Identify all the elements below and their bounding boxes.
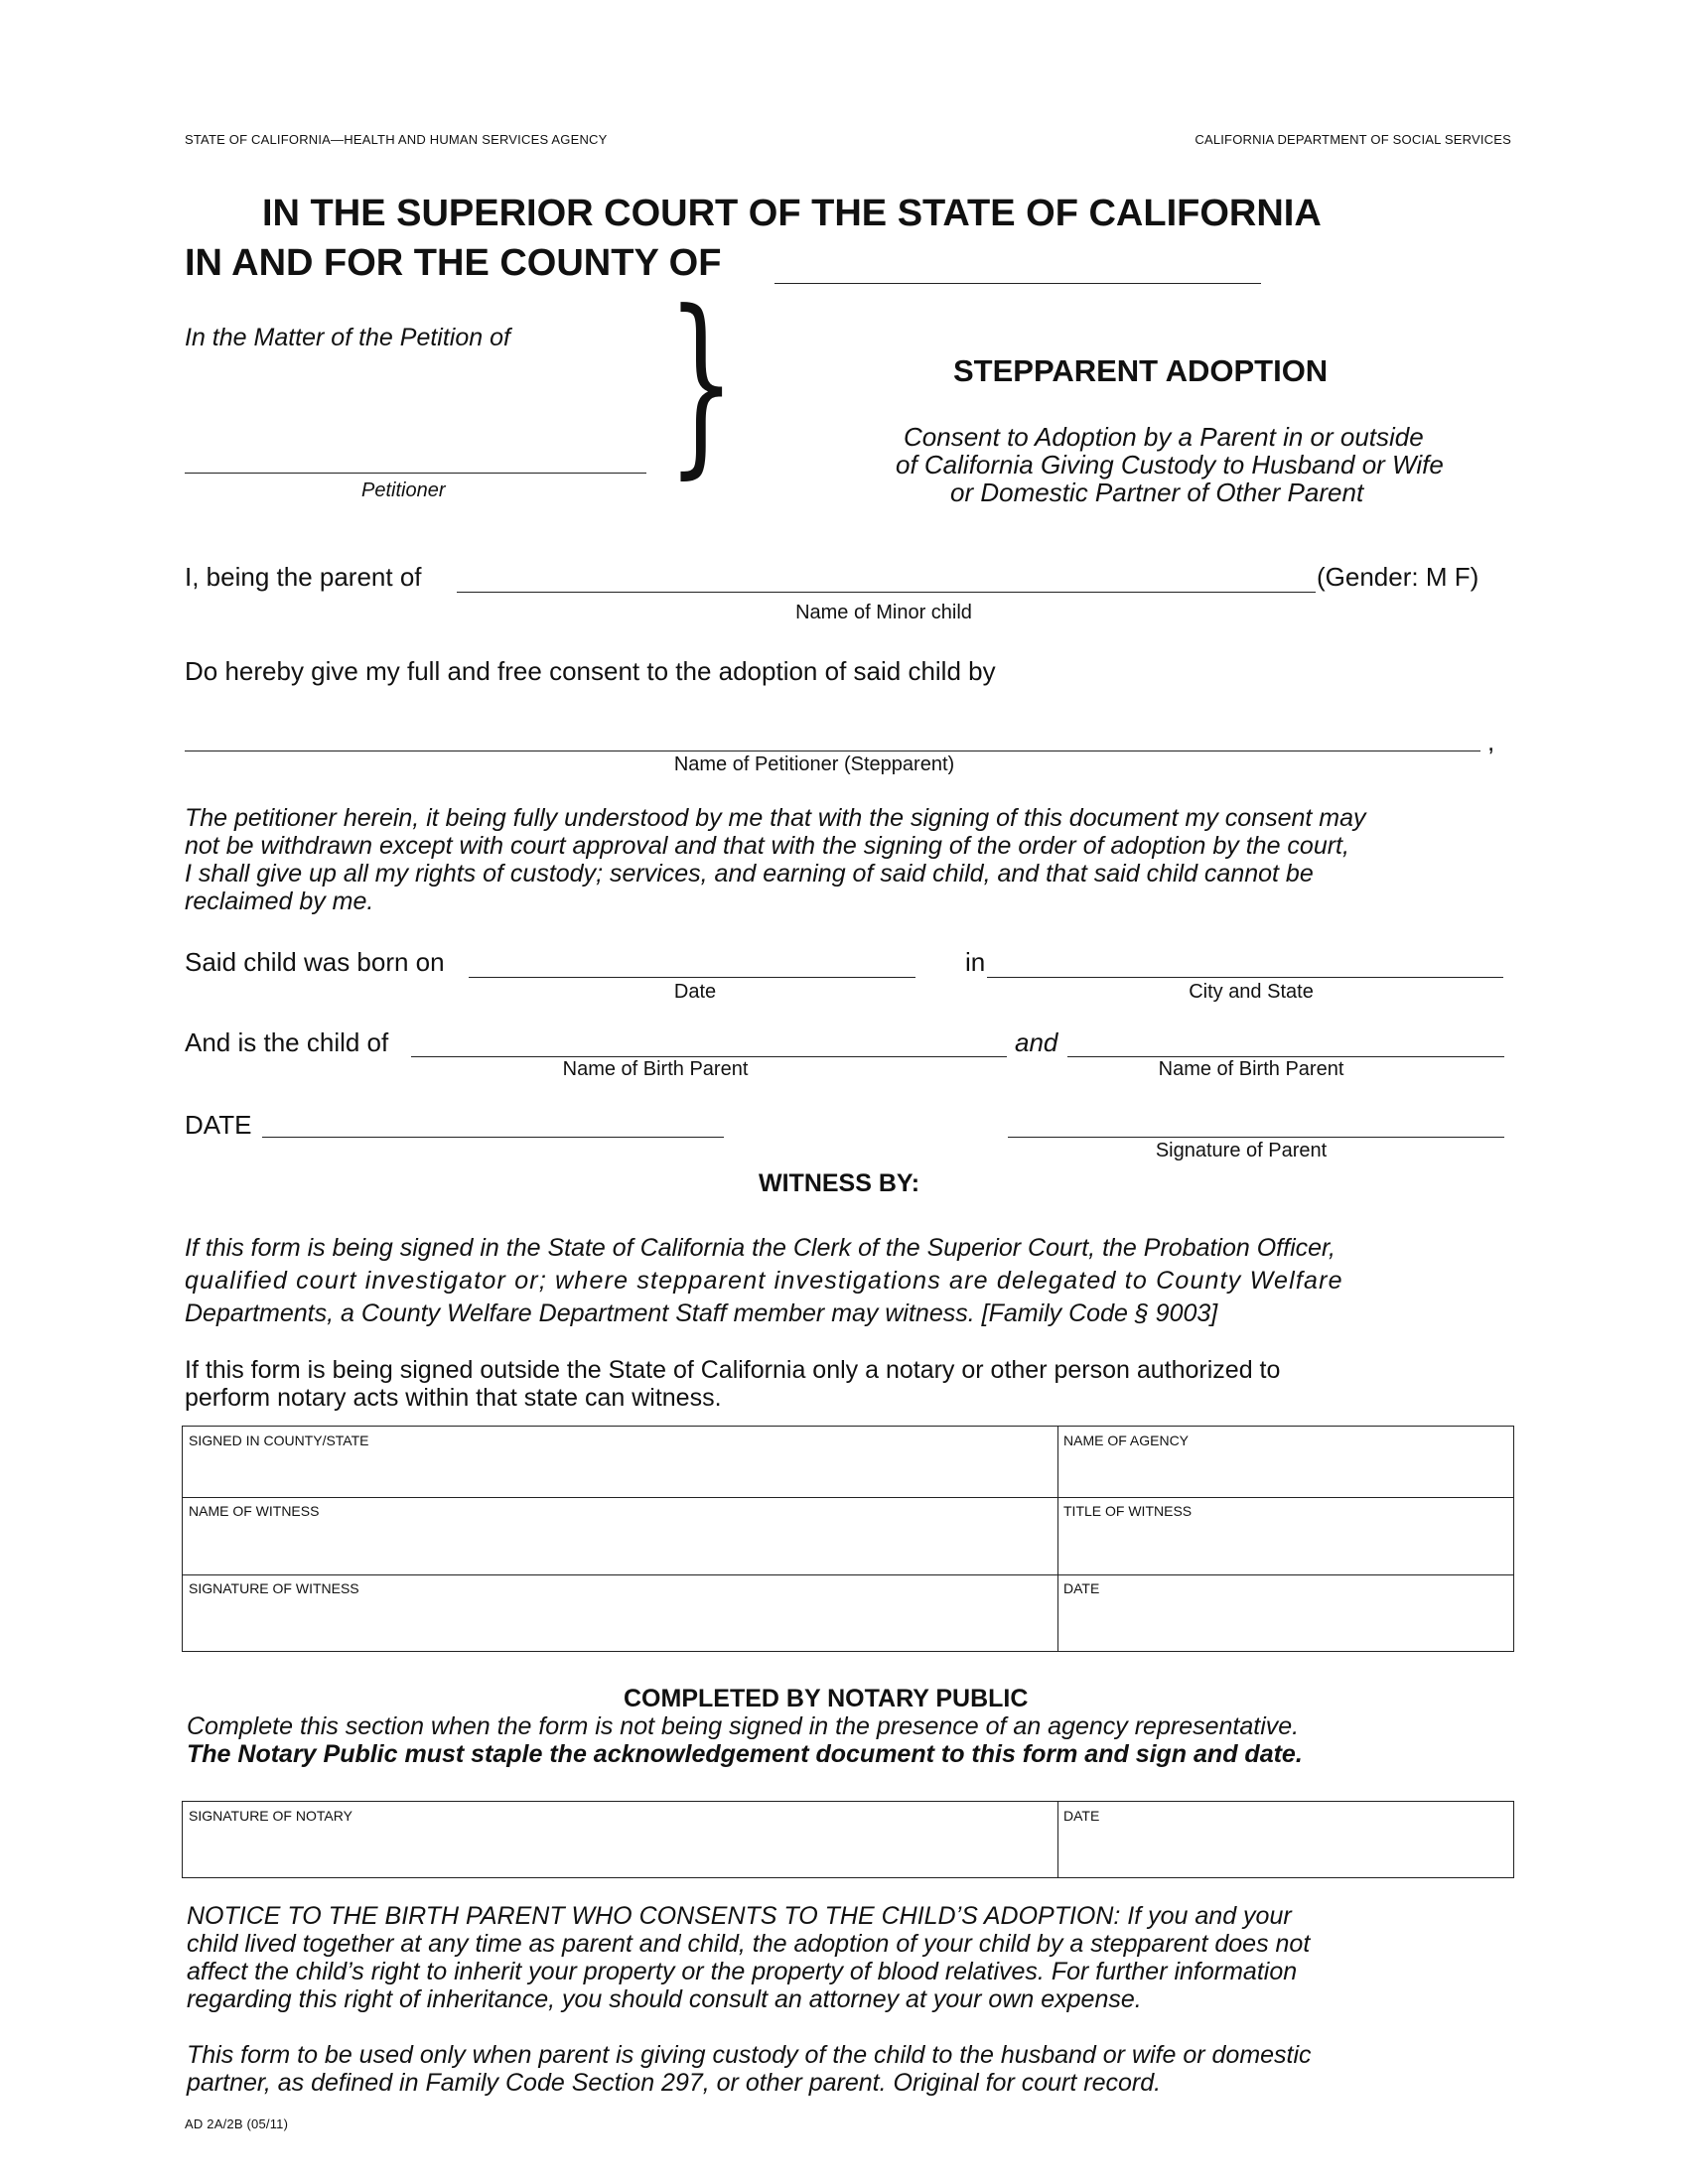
subtitle-line-1: Consent to Adoption by a Parent in or outside [904,422,1424,452]
birth-parent-2-field[interactable] [1067,1056,1504,1057]
witness-date-label: DATE [1063,1580,1100,1596]
born-prefix: Said child was born on [185,947,445,977]
minor-child-caption: Name of Minor child [795,602,972,623]
understanding-paragraph [185,804,1515,915]
form-title: STEPPARENT ADOPTION [953,353,1329,388]
caption-brace: } [667,270,736,496]
stepparent-caption: Name of Petitioner (Stepparent) [673,753,955,775]
child-of-prefix: And is the child of [185,1027,389,1057]
witness-ca-line-3: Departments, a County Welfare Department Staff member may witness. [Family Code § 9003] [185,1299,1218,1327]
consent-comma: , [1487,727,1495,756]
notice-paragraph [187,1902,1517,2013]
witness-california-paragraph [185,1232,1515,1330]
birth-parent-1-caption: Name of Birth Parent [562,1058,749,1080]
usage-paragraph [187,2041,1517,2097]
signed-in-county-state-field[interactable] [183,1427,1057,1497]
witness-signature-field[interactable] [183,1574,1057,1651]
understanding-line-2: not be withdrawn except with court approval and that with the signing of the order of adoption by the court, [185,832,1349,860]
subtitle-line-2: of California Giving Custody to Husband or Wife [896,450,1444,479]
witness-out-line-2: perform notary acts within that state can witness. [185,1384,722,1412]
subtitle-line-3: or Domestic Partner of Other Parent [950,478,1364,507]
agency-name-label: NAME OF AGENCY [1063,1433,1190,1448]
county-field[interactable] [774,283,1261,284]
notice-line-3: affect the child’s right to inherit your property or the property of blood relatives. For further information [187,1958,1298,1985]
notary-instruction-1: Complete this section when the form is not being signed in the presence of an agency representative. [187,1712,1300,1740]
agency-name-field[interactable] [1057,1427,1514,1497]
witness-outside-paragraph [185,1356,1515,1412]
witness-ca-line-1: If this form is being signed in the State of California the Clerk of the Superior Court, the Probation Officer, [185,1234,1336,1262]
petitioner-label: Petitioner [361,479,446,501]
notary-signature-field[interactable] [183,1802,1057,1877]
consent-text: Do hereby give my full and free consent to the adoption of said child by [185,656,996,686]
witness-out-line-1: If this form is being signed outside the State of California only a notary or other person authorized to [185,1356,1281,1384]
date-field[interactable] [262,1137,724,1138]
county-label: IN AND FOR THE COUNTY OF [185,242,722,284]
birth-parent-1-field[interactable] [411,1056,1007,1057]
notary-heading: COMPLETED BY NOTARY PUBLIC [624,1685,1029,1712]
understanding-line-1: The petitioner herein, it being fully understood by me that with the signing of this document my consent may [185,804,1366,832]
witness-table [182,1426,1514,1652]
witness-title-label: TITLE OF WITNESS [1063,1503,1193,1519]
witness-title-field[interactable] [1057,1497,1514,1574]
parent-prefix: I, being the parent of [185,562,422,592]
parent-signature-field[interactable] [1008,1137,1504,1138]
parent-signature-caption: Signature of Parent [1155,1140,1328,1161]
notary-instruction-2: The Notary Public must staple the acknowledgement document to this form and sign and date. [187,1740,1303,1768]
witness-date-field[interactable] [1057,1574,1514,1651]
signed-in-county-state-label: SIGNED IN COUNTY/STATE [189,1433,369,1448]
form-id: AD 2A/2B (05/11) [185,2116,289,2131]
born-in: in [965,947,986,977]
notice-line-1: NOTICE TO THE BIRTH PARENT WHO CONSENTS TO THE CHILD’S ADOPTION: If you and your [187,1902,1292,1930]
minor-child-name-field[interactable] [457,592,1316,593]
gender-choice[interactable]: (Gender: M F) [1317,562,1479,592]
witness-name-label: NAME OF WITNESS [189,1503,320,1519]
witness-signature-label: SIGNATURE OF WITNESS [189,1580,359,1596]
date-label: DATE [185,1110,252,1140]
birth-parent-2-caption: Name of Birth Parent [1158,1058,1344,1080]
witness-name-field[interactable] [183,1497,1057,1574]
birth-date-caption: Date [673,981,717,1003]
notice-line-2: child lived together at any time as parent and child, the adoption of your child by a stepparent does not [187,1930,1311,1958]
witness-ca-line-2: qualified court investigator or; where stepparent investigations are delegated to County Welfare [185,1267,1343,1295]
witness-heading: WITNESS BY: [759,1169,920,1197]
birth-place-field[interactable] [987,977,1503,978]
matter-label: In the Matter of the Petition of [185,324,510,351]
notary-date-field[interactable] [1057,1802,1514,1877]
agency-header: STATE OF CALIFORNIA—HEALTH AND HUMAN SERVICES AGENCY [185,132,608,147]
understanding-line-3: I shall give up all my rights of custody; services, and earning of said child, and that said child cannot be [185,860,1314,887]
child-of-and: and [1015,1027,1058,1057]
notary-signature-label: SIGNATURE OF NOTARY [189,1808,352,1824]
court-title: IN THE SUPERIOR COURT OF THE STATE OF CALIFORNIA [262,193,1322,234]
birth-date-field[interactable] [469,977,915,978]
notary-table [182,1801,1514,1878]
birth-place-caption: City and State [1189,981,1314,1003]
usage-line-1: This form to be used only when parent is giving custody of the child to the husband or wife or domestic [187,2041,1312,2069]
understanding-line-4: reclaimed by me. [185,887,374,915]
usage-line-2: partner, as defined in Family Code Section 297, or other parent. Original for court record. [187,2069,1162,2097]
notice-line-4: regarding this right of inheritance, you should consult an attorney at your own expense. [187,1985,1142,2013]
notary-date-label: DATE [1063,1808,1100,1824]
petitioner-field[interactable] [185,473,646,474]
department-header: CALIFORNIA DEPARTMENT OF SOCIAL SERVICES [1195,132,1511,147]
